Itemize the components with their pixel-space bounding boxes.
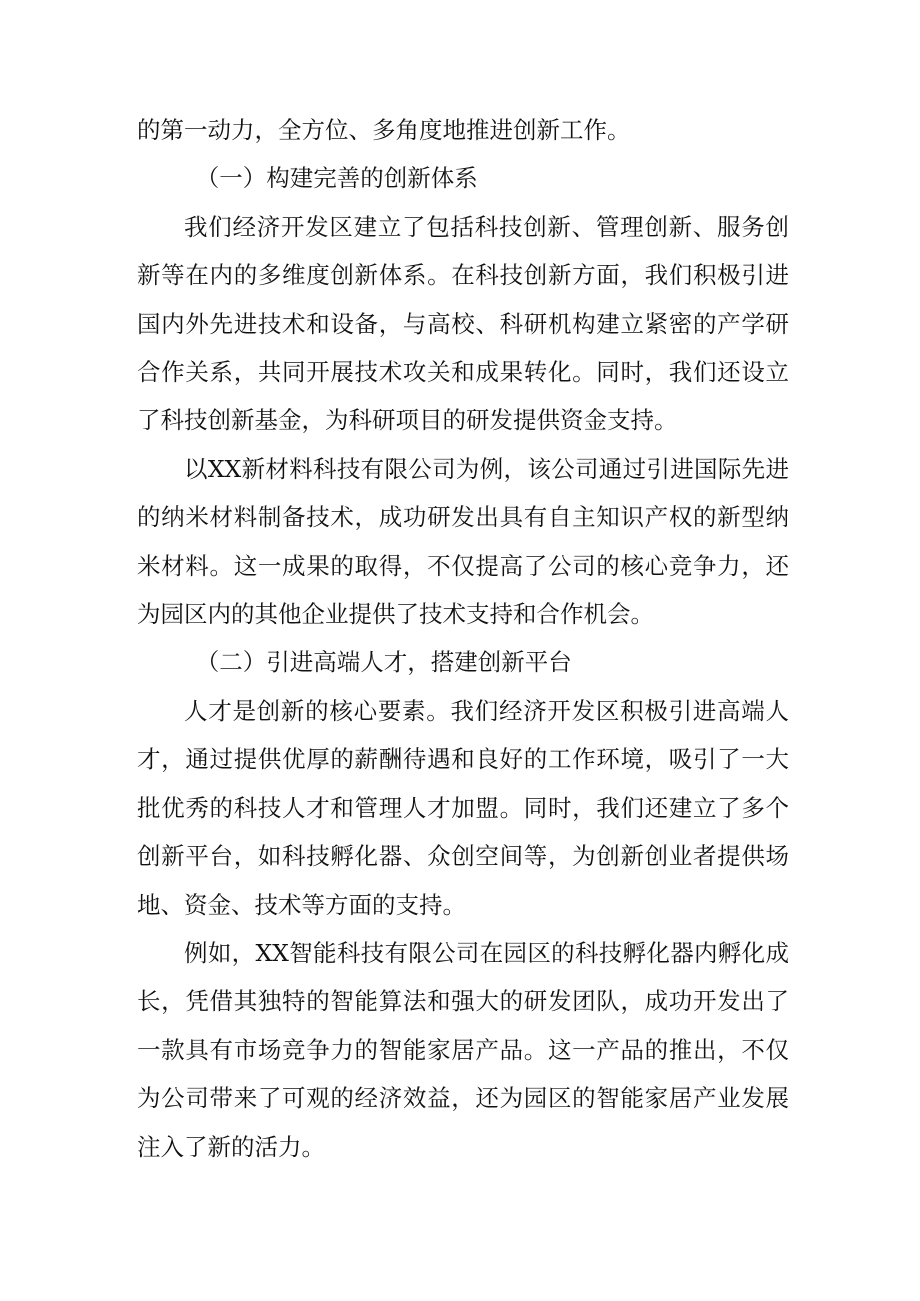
paragraph-innovation-system: 我们经济开发区建立了包括科技创新、管理创新、服务创新等在内的多维度创新体系。在科技创新方面，我们积极引进国内外先进技术和设备，与高校、科研机构建立紧密的产学研合作关系，共同开展技术攻关和成果转化。同时，我们还设立了科技创新基金，为科研项目的研发提供资金支持。: [137, 212, 789, 435]
paragraph-talent: 人才是创新的核心要素。我们经济开发区积极引进高端人才，通过提供优厚的薪酬待遇和良好的工作环境，吸引了一大批优秀的科技人才和管理人才加盟。同时，我们还建立了多个创新平台，如科技孵化器、众创空间等，为创新创业者提供场地、资金、技术等方面的支持。: [137, 696, 789, 919]
paragraph-continuation: 的第一动力，全方位、多角度地推进创新工作。: [137, 116, 631, 144]
section-heading-1: （一）构建完善的创新体系: [195, 164, 478, 193]
paragraph-new-materials-example: 以XX新材料科技有限公司为例，该公司通过引进国际先进的纳米材料制备技术，成功研发出具有自主知识产权的新型纳米材料。这一成果的取得，不仅提高了公司的核心竞争力，还为园区内的其他企业提供了技术支持和合作机会。: [137, 454, 789, 629]
paragraph-smart-tech-example: 例如，XX智能科技有限公司在园区的科技孵化器内孵化成长，凭借其独特的智能算法和强大的研发团队，成功开发出了一款具有市场竞争力的智能家居产品。这一产品的推出，不仅为公司带来了可观的经济效益，还为园区的智能家居产业发展注入了新的活力。: [137, 938, 789, 1161]
section-heading-2: （二）引进高端人才，搭建创新平台: [195, 648, 572, 677]
document-body: [137, 106, 789, 1171]
